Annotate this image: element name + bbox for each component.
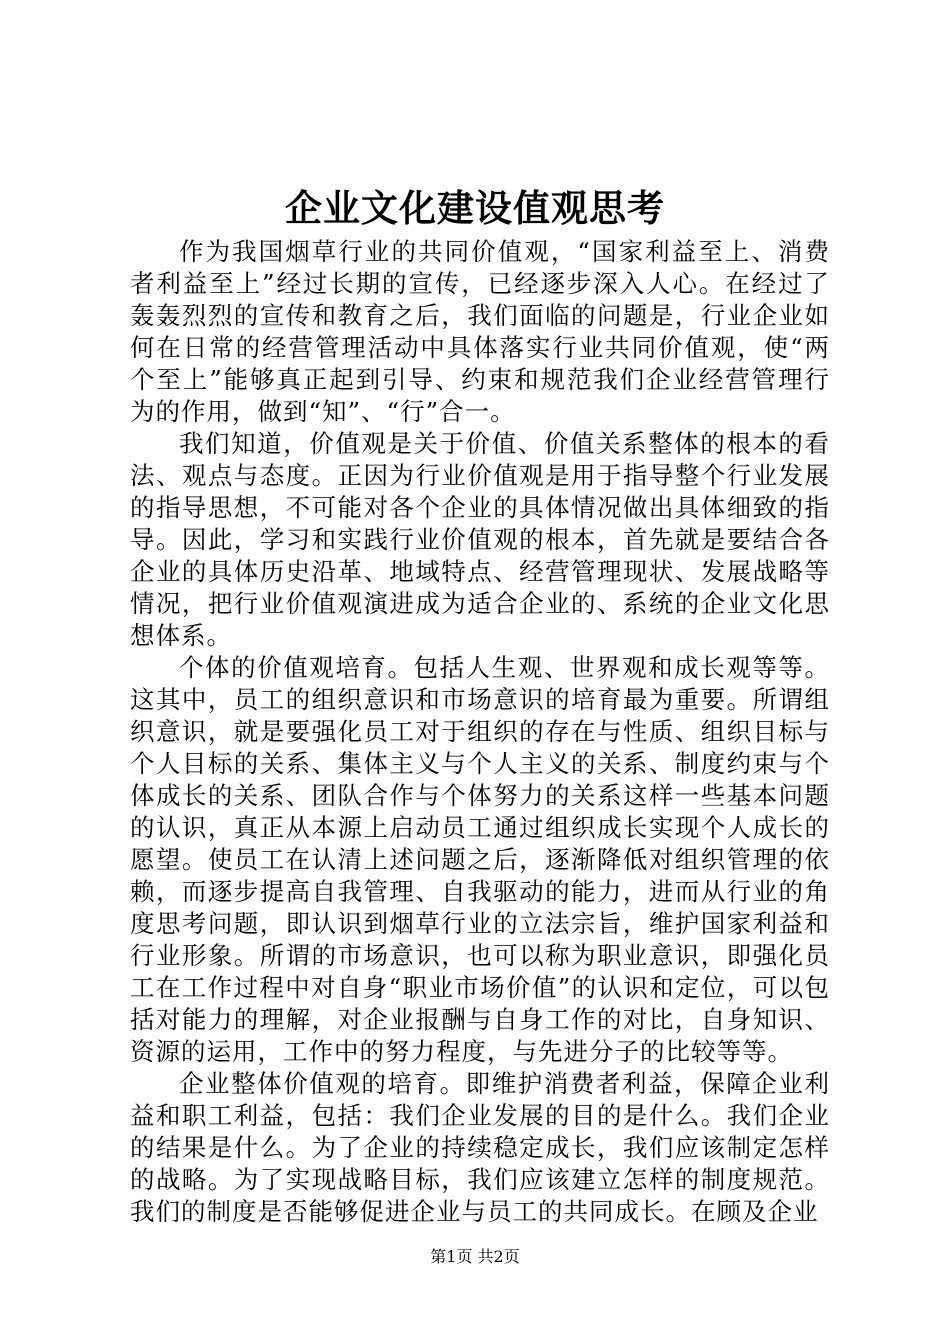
paragraph-2: 我们知道，价值观是关于价值、价值关系整体的根本的看法、观点与态度。正因为行业价值观是用于指导整个行业发展的指导思想，不可能对各个企业的具体情况做出具体细致的指导。因此，学习和实践行业价值观的根本，首先就是要结合各企业的具体历史沿革、地域特点、经营管理现状、发展战略等情况，把行业价值观演进成为适合企业的、系统的企业文化思想体系。 [130,429,830,650]
paragraph-1: 作为我国烟草行业的共同价值观，“国家利益至上、消费者利益至上”经过长期的宣传，已经逐步深入人心。在经过了轰轰烈烈的宣传和教育之后，我们面临的问题是，行业企业如何在日常的经营管理活动中具体落实行业共同价值观，使“两个至上”能够真正起到引导、约束和规范我们企业经营管理行为的作用，做到“知”、“行”合一。 [130,237,830,426]
paragraph-3: 个体的价值观培育。包括人生观、世界观和成长观等等。这其中，员工的组织意识和市场意识的培育最为重要。所谓组织意识，就是要强化员工对于组织的存在与性质、组织目标与个人目标的关系、集体主义与个人主义的关系、制度约束与个体成长的关系、团队合作与个体努力的关系这样一些基本问题的认识，真正从本源上启动员工通过组织成长实现个人成长的愿望。使员工在认清上述问题之后，逐渐降低对组织管理的依赖，而逐步提高自我管理、自我驱动的能力，进而从行业的角度思考问题，即认识到烟草行业的立法宗旨，维护国家利益和行业形象。所谓的市场意识，也可以称为职业意识，即强化员工在工作过程中对自身“职业市场价值”的认识和定位，可以包括对能力的理解，对企业报酬与自身工作的对比，自身知识、资源的运用，工作中的努力程度，与先进分子的比较等等。 [130,653,830,1066]
document-body [130,236,830,1228]
page-footer: 第1页 共2页 [430,1247,520,1266]
paragraph-4: 企业整体价值观的培育。即维护消费者利益，保障企业利益和职工利益，包括：我们企业发展的目的是什么。我们企业的结果是什么。为了企业的持续稳定成长，我们应该制定怎样的战略。为了实现战略目标，我们应该建立怎样的制度规范。我们的制度是否能够促进企业与员工的共同成长。在顾及企业 [130,1069,830,1226]
document-title: 企业文化建设值观思考 [285,186,665,230]
